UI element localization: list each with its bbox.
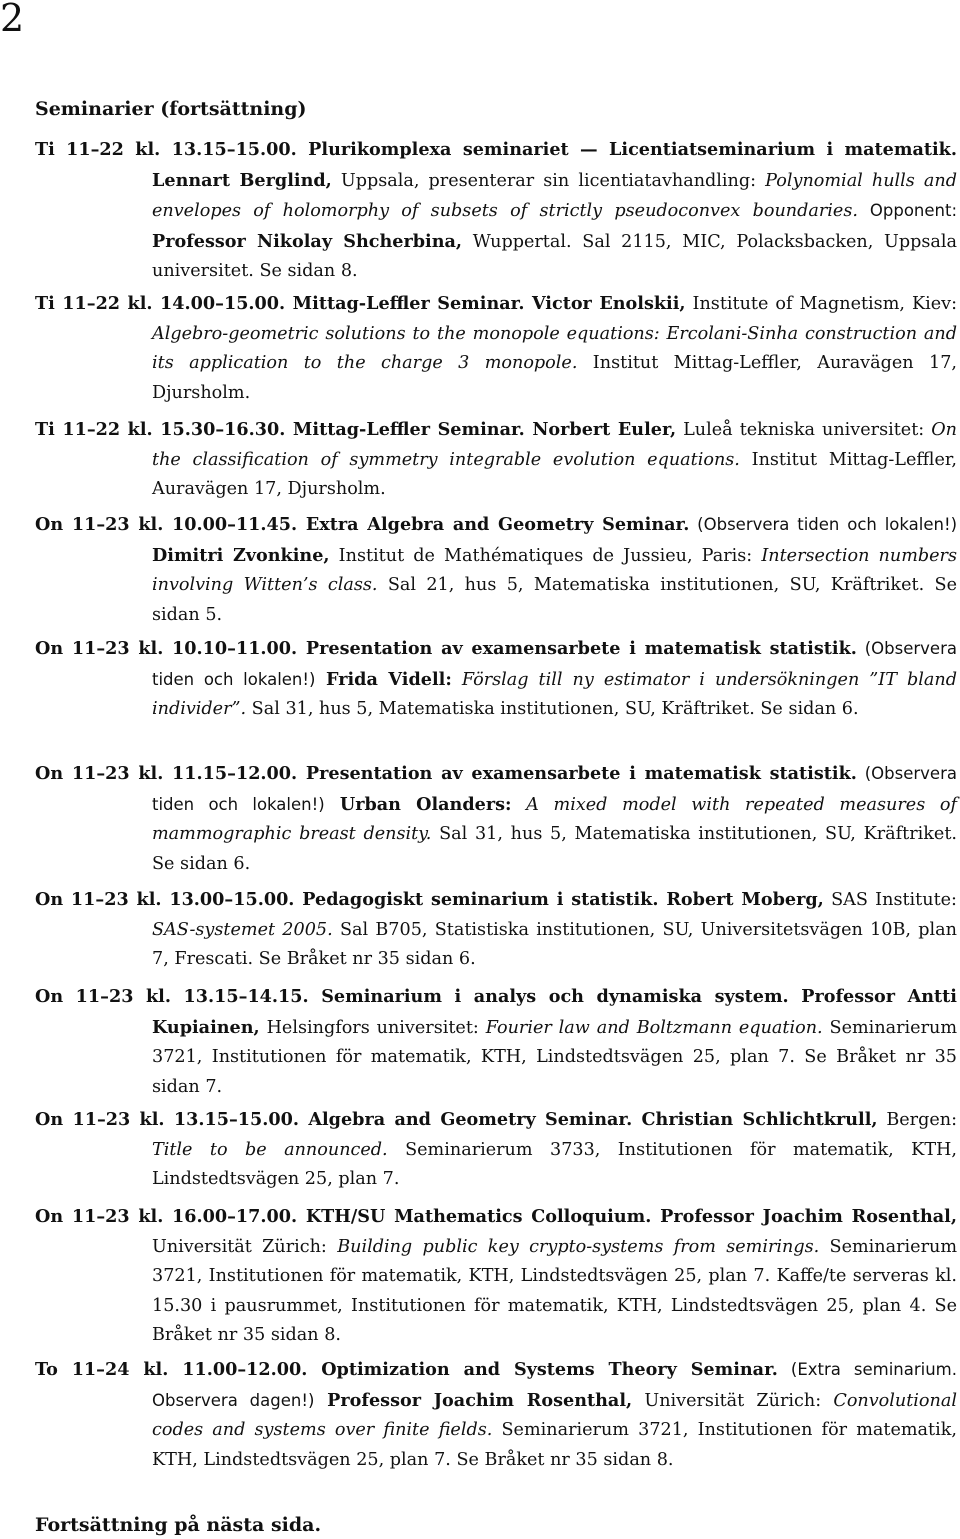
entry-plain-text: Helsingfors universitet: — [259, 1017, 486, 1038]
seminar-entry — [35, 510, 957, 630]
entry-plain-text: Sal B705, Statistiska institutionen, SU, Universitetsvägen 10B, plan 7, Frescati. Se Bråket nr 35 sidan 6. — [152, 919, 957, 969]
continued-note: Fortsättning på nästa sida. — [35, 1514, 322, 1536]
entry-bold-text: Dimitri Zvonkine, — [152, 544, 330, 566]
entry-bold-text: Victor Enolskii, — [524, 293, 686, 314]
seminar-entry — [35, 415, 957, 505]
entry-italic-title: Convolutional codes and systems over finite fields. — [152, 1390, 957, 1440]
entry-bold-text: On 11–23 kl. 16.00–17.00. KTH/SU Mathematics Colloquium. — [35, 1206, 652, 1227]
entry-italic-title: Polynomial hulls and envelopes of holomorphy of subsets of strictly pseudoconvex boundaries. — [152, 170, 958, 221]
entry-italic-title: SAS-systemet 2005. — [152, 919, 333, 940]
entry-sans-note: (Extra seminarium. Observera dagen!) — [152, 1360, 957, 1410]
entry-bold-text: To 11–24 kl. 11.00–12.00. Optimization and Systems Theory Seminar. — [35, 1359, 778, 1380]
seminar-entry — [35, 1202, 957, 1351]
entry-sans-note: Opponent: — [857, 201, 958, 220]
entry-bold-text: On 11–23 kl. 11.15–12.00. Presentation av examensarbete i matematisk statistik. — [35, 763, 857, 784]
entry-bold-text: Frida Videll: — [315, 668, 452, 690]
seminar-entry — [35, 289, 957, 408]
page-number: 2 — [0, 0, 25, 40]
entry-plain-text: Sal 21, hus 5, Matematiska institutionen, SU, Kräftriket. Se sidan 5. — [152, 575, 957, 625]
entry-plain-text: SAS Institute: — [823, 890, 957, 910]
entry-plain-text: Uppsala, presenterar sin licentiatavhandling: — [331, 170, 766, 191]
entry-bold-text: On 11–23 kl. 10.10–11.00. Presentation av examensarbete i matematisk statistik. — [35, 638, 857, 659]
entry-italic-title: Title to be announced. — [152, 1139, 388, 1160]
entry-bold-text: Lennart Berglind, — [152, 169, 332, 191]
entry-plain-text: Seminarierum 3721, Institutionen för matematik, KTH, Lindstedtsvägen 25, plan 7. Se Bråket nr 35 sidan 7. — [152, 1017, 958, 1097]
entry-bold-text: Norbert Euler, — [524, 419, 677, 440]
entry-bold-text: Professor Joachim Rosenthal, — [314, 1389, 633, 1411]
entry-italic-title: Intersection numbers involving Witten’s class. — [152, 545, 957, 595]
entry-italic-title: Algebro-geometric solutions to the monopole equations: Ercolani-Sinha construction and its application to the charge 3 monopole. — [152, 323, 957, 373]
seminar-entry — [35, 1355, 957, 1475]
entry-bold-text: On 11–23 kl. 13.15–15.00. Algebra and Geometry Seminar. — [35, 1109, 633, 1130]
entry-plain-text: Seminarierum 3721, Institutionen för matematik, KTH, Lindstedtsvägen 25, plan 7. Kaffe/te serveras kl. 15.30 i pausrummet, Institutionen för matematik, KTH, Lindstedtsvägen 25, plan 4. Se Bråket nr 35 sidan 8. — [152, 1236, 958, 1345]
entry-italic-title: Förslag till ny estimator i undersökningen ”IT bland individer”. — [152, 669, 958, 719]
entry-plain-text: Sal 31, hus 5, Matematiska institutionen, SU, Kräftriket. Se sidan 6. — [152, 824, 958, 874]
entry-bold-text: Robert Moberg, — [658, 889, 824, 910]
entry-bold-text: Professor Joachim Rosenthal, — [651, 1206, 957, 1227]
entry-plain-text: Institute of Magnetism, Kiev: — [685, 294, 958, 314]
entry-italic-title: Building public key crypto-systems from semirings. — [337, 1236, 820, 1257]
entry-bold-text: On 11–23 kl. 13.00–15.00. Pedagogiskt seminarium i statistik. — [35, 889, 659, 910]
entry-plain-text: Sal 31, hus 5, Matematiska institutionen, SU, Kräftriket. Se sidan 6. — [246, 699, 859, 719]
entry-bold-text: Ti 11–22 kl. 15.30–16.30. Mittag-Leffler Seminar. — [35, 419, 525, 440]
entry-plain-text: Institut Mittag-Leffler, Auravägen 17, Djursholm. — [152, 449, 957, 499]
entry-bold-text: Ti 11–22 kl. 13.15–15.00. Plurikomplexa seminariet — Licentiatseminarium i matematik. — [35, 139, 957, 160]
entry-italic-title: A mixed model with repeated measures of mammographic breast density. — [152, 794, 957, 844]
entry-italic-title: On the classification of symmetry integrable evolution equations. — [152, 420, 958, 470]
entry-plain-text: Luleå tekniska universitet: — [676, 420, 932, 440]
entry-italic-title: Fourier law and Boltzmann equation. — [485, 1017, 823, 1038]
entry-plain-text: Wuppertal. Sal 2115, MIC, Polacksbacken, Uppsala universitet. Se sidan 8. — [152, 231, 957, 281]
seminar-entry — [35, 759, 957, 879]
entry-plain-text: Bergen: — [877, 1110, 958, 1130]
entry-bold-text: Professor Antti Kupiainen, — [152, 986, 957, 1038]
seminar-entry — [35, 135, 957, 287]
seminar-entry — [35, 634, 957, 725]
entry-sans-note: (Observera tiden och lokalen!) — [689, 515, 958, 534]
entry-bold-text: Urban Olanders: — [324, 793, 512, 815]
entry-bold-text: Christian Schlichtkrull, — [632, 1109, 878, 1130]
entry-plain-text: Seminarierum 3721, Institutionen för matematik, KTH, Lindstedtsvägen 25, plan 7. Se Bråket nr 35 sidan 8. — [152, 1420, 957, 1470]
entry-plain-text: Seminarierum 3733, Institutionen för matematik, KTH, Lindstedtsvägen 25, plan 7. — [152, 1139, 957, 1189]
entry-bold-text: Professor Nikolay Shcherbina, — [152, 230, 463, 252]
entry-bold-text: Ti 11–22 kl. 14.00–15.00. Mittag-Leffler Seminar. — [35, 293, 525, 314]
seminar-entry — [35, 885, 957, 975]
entry-plain-text: Institut de Mathématiques de Jussieu, Paris: — [329, 545, 762, 566]
seminar-entry — [35, 1105, 957, 1195]
entry-plain-text: Universität Zürich: — [632, 1390, 834, 1411]
entry-sans-note: (Observera tiden och lokalen!) — [152, 639, 957, 689]
entry-sans-note: (Observera tiden och lokalen!) — [152, 764, 957, 814]
entry-plain-text: Institut Mittag-Leffler, Auravägen 17, Djursholm. — [152, 353, 957, 403]
entry-plain-text: Universität Zürich: — [152, 1236, 338, 1257]
section-heading: Seminarier (fortsättning) — [35, 98, 307, 120]
entry-bold-text: On 11–23 kl. 10.00–11.45. Extra Algebra and Geometry Seminar. — [35, 514, 690, 535]
seminar-entry — [35, 982, 957, 1102]
entry-bold-text: On 11–23 kl. 13.15–14.15. Seminarium i analys och dynamiska system. — [35, 986, 789, 1007]
